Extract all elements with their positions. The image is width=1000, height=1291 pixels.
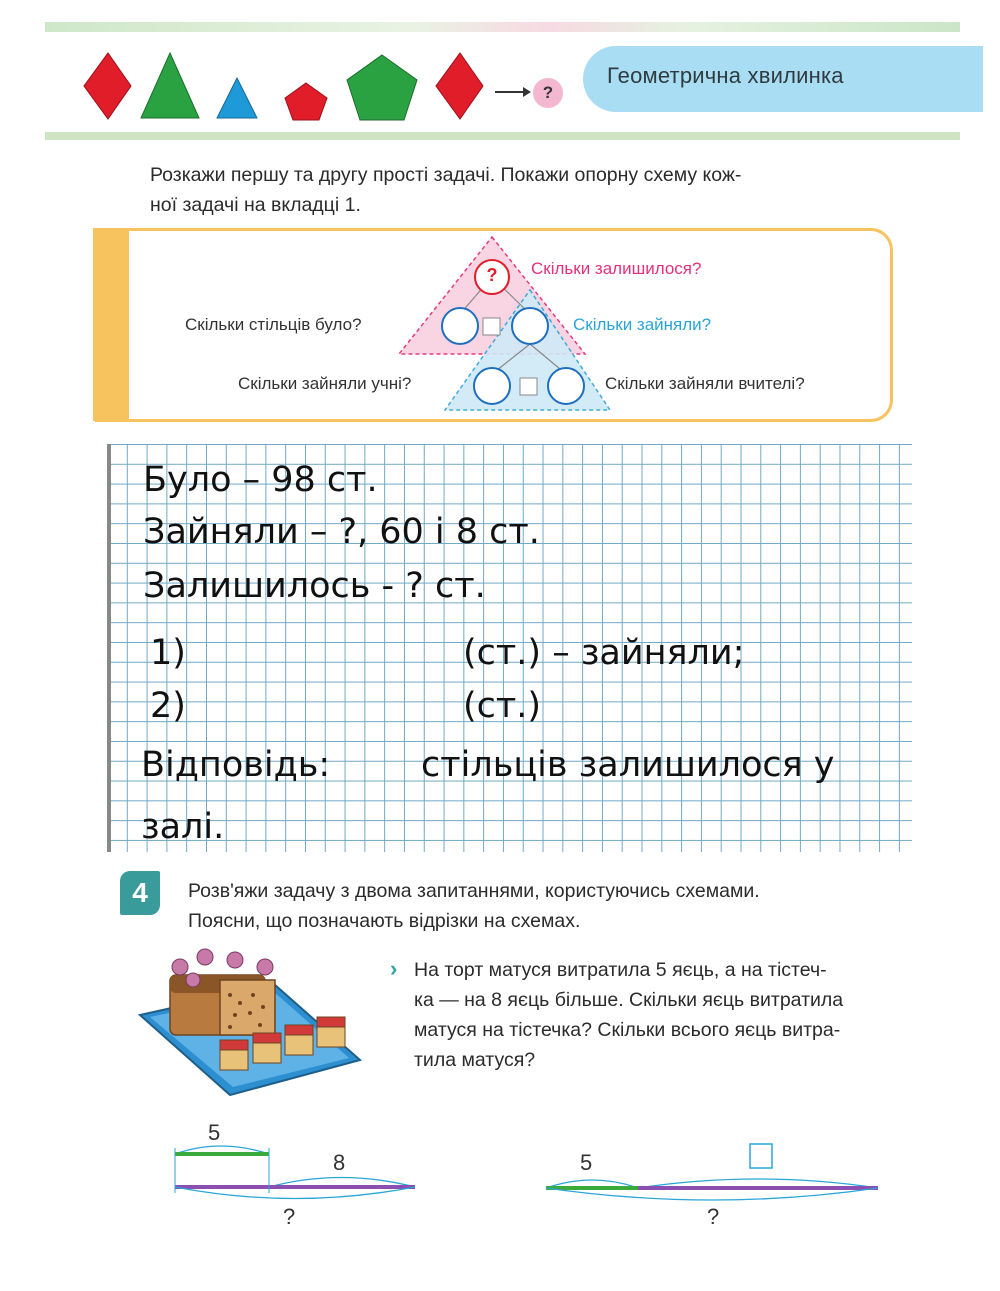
mid-right-circle <box>512 308 548 344</box>
task4-text <box>188 876 913 936</box>
top-question-mark: ? <box>486 265 498 285</box>
task-intro-line1: Розкажи першу та другу прості задачі. Покажи опорну схему кож- <box>150 164 742 186</box>
green-pentagon-shape <box>347 55 417 120</box>
mid-square <box>483 318 500 335</box>
hw-line-remaining: Залишилось - ? ст. <box>143 566 486 606</box>
label-remaining: Скільки залишилося? <box>531 259 702 278</box>
bottom-left-circle <box>474 368 510 404</box>
left-diagram-label-8: 8 <box>333 1150 346 1175</box>
red-pentagon-shape <box>285 83 327 120</box>
task4-line2: Поясни, що позначають відрізки на схемах. <box>188 910 581 932</box>
problem-bullet: › <box>390 956 398 981</box>
problem-line1: На торт матуся витратила 5 яєць, а на тістеч- <box>414 959 827 981</box>
problem-line3: матуся на тістечка? Скільки всього яєць витра- <box>414 1019 841 1041</box>
graph-paper-edge <box>107 444 111 852</box>
hw-step1-num: 1) <box>150 633 186 673</box>
left-diagram-label-q: ? <box>283 1204 296 1229</box>
hw-step2-text: (ст.) <box>463 686 542 726</box>
green-triangle-shape <box>141 53 199 118</box>
red-diamond-shape <box>84 53 131 119</box>
bottom-square <box>520 378 537 395</box>
arrow-head <box>523 87 531 97</box>
shape-sequence <box>75 48 565 123</box>
hw-line-taken: Зайняли – ?, 60 і 8 ст. <box>143 512 540 552</box>
header-top-stripe <box>45 22 960 32</box>
section-title: Геометрична хвилинка <box>607 63 844 88</box>
hw-answer-text: стільців залишилося у <box>421 745 835 785</box>
task-intro-line2: ної задачі на вкладці 1. <box>150 194 361 216</box>
answer-box <box>750 1144 772 1168</box>
header-bottom-stripe <box>45 132 960 140</box>
hw-answer-end: залі. <box>141 807 225 847</box>
cake-illustration <box>135 945 365 1100</box>
hw-answer-label: Відповідь: <box>141 745 331 785</box>
hw-step1-text: (ст.) – зайняли; <box>463 633 745 673</box>
right-diagram-label-5: 5 <box>580 1150 593 1175</box>
hw-line-were: Було – 98 ст. <box>143 460 378 500</box>
task4-line1: Розв'яжи задачу з двома запитаннями, користуючись схемами. <box>188 880 760 902</box>
question-bubble: ? <box>533 78 563 108</box>
task-number-badge: 4 <box>120 871 160 915</box>
label-students: Скільки зайняли учні? <box>238 374 412 393</box>
blue-triangle-shape <box>217 78 257 118</box>
right-diagram-label-q: ? <box>707 1204 720 1229</box>
bottom-right-circle <box>548 368 584 404</box>
problem-line2: ка — на 8 яєць більше. Скільки яєць витратила <box>414 989 844 1011</box>
problem-line4: тила матуся? <box>414 1049 536 1071</box>
label-teachers: Скільки зайняли вчителі? <box>605 374 805 393</box>
problem-text <box>414 955 914 1075</box>
task-intro <box>150 160 890 220</box>
mid-left-circle <box>442 308 478 344</box>
red-diamond-shape-2 <box>436 53 483 119</box>
hw-step2-num: 2) <box>150 686 186 726</box>
label-taken: Скільки зайняли? <box>573 315 712 334</box>
label-were: Скільки стільців було? <box>185 315 362 334</box>
left-diagram-label-5: 5 <box>208 1120 221 1145</box>
